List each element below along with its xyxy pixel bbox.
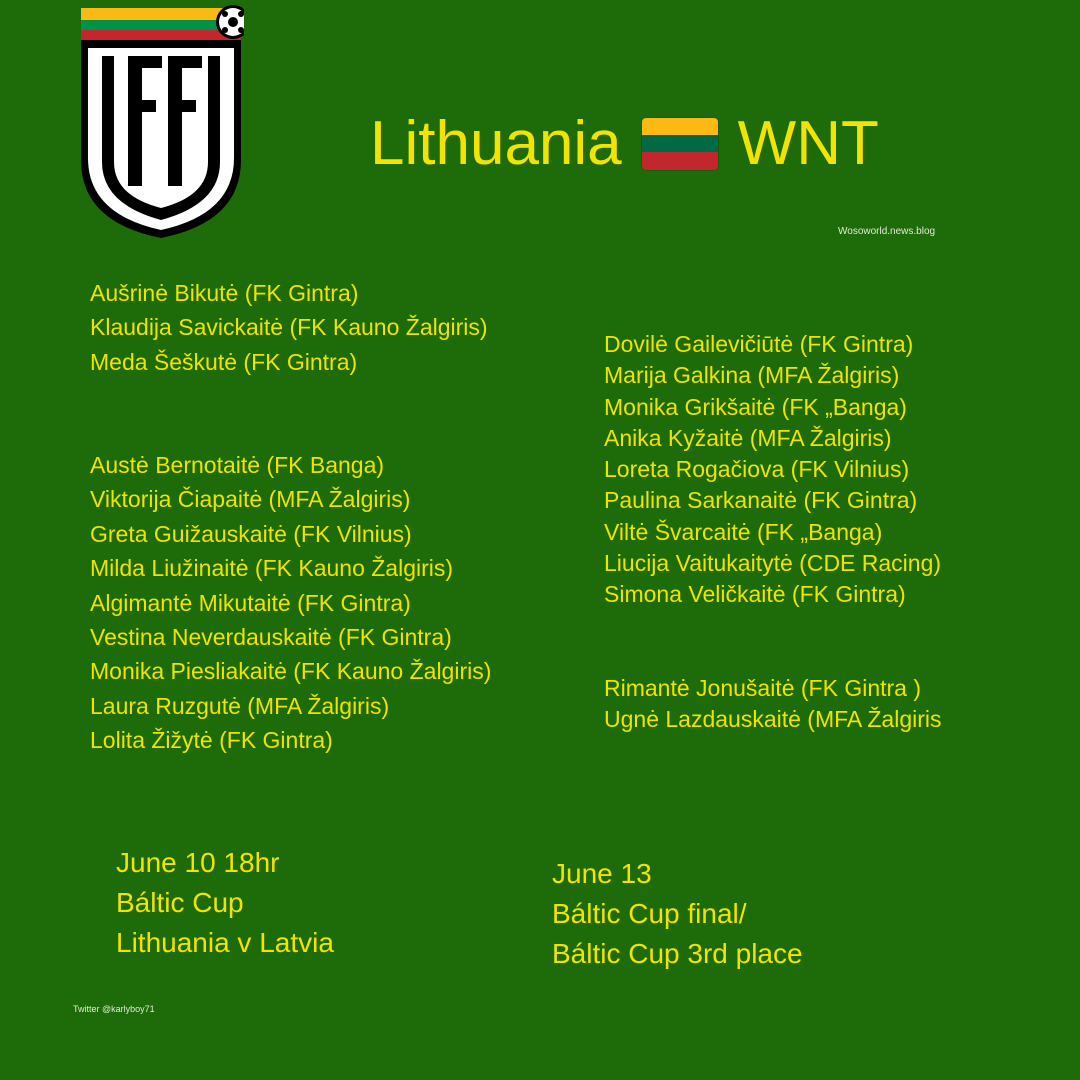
fixture-date: June 10 18hr <box>116 847 280 878</box>
player-item: Dovilė Gailevičiūtė (FK Gintra) <box>604 331 914 357</box>
player-item: Simona Veličkaitė (FK Gintra) <box>604 581 906 608</box>
fixture-june-10 <box>116 843 334 963</box>
player-item: Marija Galkina (MFA Žalgiris) <box>604 362 900 389</box>
fixture-june-13 <box>552 854 803 974</box>
title-country: Lithuania <box>370 109 622 178</box>
fixture-competition: Báltic Cup <box>116 887 244 918</box>
player-item: Aušrinė Bikutė (FK Gintra) <box>90 280 359 306</box>
player-item: Algimantė Mikutaitė (FK Gintra) <box>90 589 411 616</box>
fixture-date: June 13 <box>552 858 652 889</box>
player-item: Lolita Žižytė (FK Gintra) <box>90 727 333 754</box>
fixture-match: Báltic Cup 3rd place <box>552 938 803 969</box>
title-suffix: WNT <box>737 109 879 178</box>
player-item: Monika Piesliakaitė (FK Kauno Žalgiris) <box>90 658 492 685</box>
player-item: Ugnė Lazdauskaitė (MFA Žalgiris <box>604 706 942 733</box>
player-item: Greta Guižauskaitė (FK Vilnius) <box>90 520 412 547</box>
player-item: Liucija Vaitukaitytė (CDE Racing) <box>604 550 942 577</box>
player-item: Klaudija Savickaitė (FK Kauno Žalgiris) <box>90 314 488 341</box>
player-item: Loreta Rogačiova (FK Vilnius) <box>604 456 910 483</box>
fixture-competition: Báltic Cup final/ <box>552 898 747 929</box>
player-item: Viktorija Čiapaitė (MFA Žalgiris) <box>90 486 411 513</box>
player-item: Austė Bernotaitė (FK Banga) <box>90 452 385 478</box>
lff-crest-logo-graphic <box>78 0 244 240</box>
player-item: Milda Liužinaitė (FK Kauno Žalgiris) <box>90 555 454 582</box>
player-item: Viltė Švarcaitė (FK „Banga) <box>604 518 883 545</box>
lff-crest-logo <box>78 0 244 240</box>
player-item: Rimantė Jonušaitė (FK Gintra ) <box>604 675 922 701</box>
squad-group-1 <box>90 276 488 379</box>
player-item: Meda Šeškutė (FK Gintra) <box>90 348 358 375</box>
player-item: Anika Kyžaitė (MFA Žalgiris) <box>604 424 892 451</box>
player-item: Vestina Neverdauskaitė (FK Gintra) <box>90 624 452 651</box>
player-item: Paulina Sarkanaitė (FK Gintra) <box>604 487 918 514</box>
squad-group-2 <box>90 448 491 758</box>
squad-group-4 <box>604 673 942 736</box>
player-item: Laura Ruzgutė (MFA Žalgiris) <box>90 692 390 719</box>
fixture-match: Lithuania v Latvia <box>116 927 334 958</box>
page-title <box>370 108 879 179</box>
twitter-credit: Twitter @karlyboy71 <box>73 1004 155 1014</box>
player-item: Monika Grikšaitė (FK „Banga) <box>604 393 907 420</box>
lithuania-flag-icon <box>642 118 718 170</box>
watermark: Wosoworld.news.blog <box>838 226 936 237</box>
squad-group-3 <box>604 329 941 611</box>
